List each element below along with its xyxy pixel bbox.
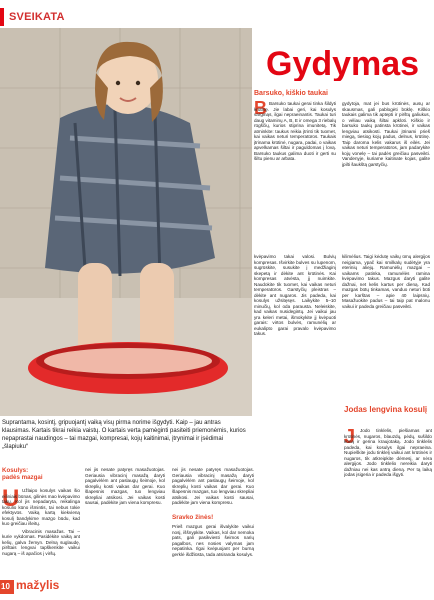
dropcap-b: B [254,98,267,118]
section-barsukas-col2: gydytoja, mat jei bus krūtinės, ausų ar skausmas, gali pablogėti būklę. Kiškio taukais galima tik aptepti ir pirštų galiukus, o vėliau vaiką šiltai apkloti. Kiškio ir barsuko taukų patinsta krūtinei, ir vaikas lengviau atsikosti. Taukai įtrinami prieš miegą, tiesiog kojų padus, delnus, krūtinę. Taip daroma kelis vakarus iš eilės. Jei vaikas neturi temperatūros, jam padarykite kojų vonelę – tai padės greičiau pasveikti. Vandenyje, kuriame kaitinate kojas, galite įpilti šaukštą garstyčių. [342,101,430,167]
photo-caption: Suprantama, kosintį, gripuojantį vaiką visų pirma norime išgydyti. Kaip – jau antras klausimas. Kartais tikrai reikia vaistų. O kartais verta pamėginti pasiteiti priemonėmis, kurios nepaprastai naudingos – tai mazgai, kompresai, kojų kaitinimai, įtrynimai ir įsėdimai „šlapiuku“ [2,420,246,450]
kosulys-paragraph-2: Vibracinis masažas. Tai – kurie vykdomas. Pasidėkite vaiką ant kelių, galva žemyn. Delną suglaudę, pirštais lengvai tapškenkite vaikui nugarą – iš apačios į viršų. [2,528,80,556]
section-kosulys-body-col2: nei jis nesate patyręs masažuotojas. Geriausia vibracinį masažą daryti pagalvėlėm ant paslaugų šeimoje, kol skreplių kosti vaikas dar gerai. Kuo šlapesnis mazgas, tuo lengviau skrepliai atsikosi. Jei vaikas kosti sausai, padėkite jam viena kompresu. [85,467,165,505]
kosulys-paragraph-1: Užlaipo kosulys vaikas šio eiliniais būnas, gilinės mao kvėpavimo takų. Kol jis nepadaryta, reikalinga kosulio kūno išmintis, tai nebus tokie efektyvūs. Vaiką kartą kiekvieną kosulį bandykime mazgo būdu, kad kuo greičiau išeitų. [2,488,80,526]
section-sravko-title: Sravko žinės! [172,514,214,521]
section-jodas-text: Jodo tinklelis, piešiamas ant krūtinės, nugaros, blauzdų, pėdų, sušildo kūną ir gerina kraujotaką. Jodo tinklelis padeda, kai kosulys ilgai nepraeina. Nupieškite jodu tinklelį vaikui ant krūtinės ir nugaros, tik atkreipkite dėmesį, ar nėra alergijos. Jodo tinklelio nereikia daryti dažniau nei kas antrą dieną. Per tą laiką jodas įsigeria ir padeda išgyti. [344,428,432,477]
section-kosulys-title: Kosulys: padės mazgai [2,467,43,481]
magazine-logo: mažylis [16,578,60,592]
middle-lower-copy: nei jis nesate patyręs masažuotojas. Geriausia vibracinį masažą daryti pagalvėlėm ant paslaugų šeimoje, kol skreplių kosti vaikas dar gerai. Kuo šlapesnis mazgas, tuo lengviau skrepliai atsikosi. Jei vaikas kosti sausai, padėkite jam viena kompresu. [172,467,254,505]
section-middle-lower-text [172,467,254,511]
header-section-label [0,8,65,26]
page-number-badge [0,580,14,594]
section-barsukas-col1: Barsuko taukai gerai tinka šildyti krūtinę. Jie labai geri, kai kosulys varginąs, ilgai nepraeinantis. Taukai turi daug vitaminų A, B, E ir omega 3 riebalų rūgščių, kurios stiprina imunitetą. Tik atminkite: taukus reikia įtrinti tik tuomet, kai vaikas neturi temperatūros. Taukais įtrinama krūtinė, nugara, padai, o vaikas apvelkamas šiltai ir paguldomas į lovą. Barsuko taukus galima duoti ir gerti su šiltu pienu ar arbata. [254,101,336,161]
photo-child-in-bath [0,28,252,416]
dropcap-j: J [344,426,356,448]
section-jodas-title: Jodas lengvina kosulį [344,405,428,414]
section-sravko-text: Prieš mazgus gerai išvalykite vaikui nosį, iššnypkite. Vaikas, kol dar nemoka pats, gali pasikviesti šeimos narių pagalbos, nes nosies valymas jam nepatinka. Ilgai kvėpuojant per burną gerklė išdžiūsta, tada atsiranda kosulys. [172,524,254,557]
page-number: 10 [1,582,10,591]
section-middle-text: kvėpavimo takai valosi. Bulvių kompresas. Išvirkite bulves su lupenom, sugrūskite, susukite į medžiaginį skepetą ir dėkite ant krūtinės. Kai kompresas atvėsta, jį nuimkite. Naudokite tik tuomet, kai vaikas neturi temperatūros. Garstyčių pleistras – dėkite ant nugaros. Jis padeda, kai kosulys užsitęsęs. Laikykite 5–10 minučių, kol oda parausta. Neleiskite, kad vaikas nusidegintų. Jei vaikui jau yra keleri metai, išmokykite jį kvėpuoti garais: virtos bulvės, ramunėlių ar eukalipto garai pravalo kvėpavimo takus. [254,254,336,336]
photo-illustration [0,28,252,416]
section-right-text: kilimėlius. Taigi kėdutę vaikų ūmų alergijos neigiama, ypač kai smilkalų sudėtyje yra eterinių aliejų. Ramunėlių mazgai – vaikams patinka, ramunėlės ramina kvėpavimo takus. Mazgus daryti galite dažnai, net kelis kartus per dieną. Kad mazgas būtų tinkamas, vanduo neturi būti per karštas – apie 40 laipsnių. Masažuokite padus – tai taip pat malonu vaikui ir padeda greičiau pasveikti. [342,254,430,309]
page-title: Gydymas [266,47,420,81]
section-label: SVEIKATA [9,11,65,23]
dropcap-u: U [2,485,20,512]
section-kosulys-body-col1 [2,485,80,586]
section-barsukas-title: Barsuko, kiškio taukai [254,90,328,97]
